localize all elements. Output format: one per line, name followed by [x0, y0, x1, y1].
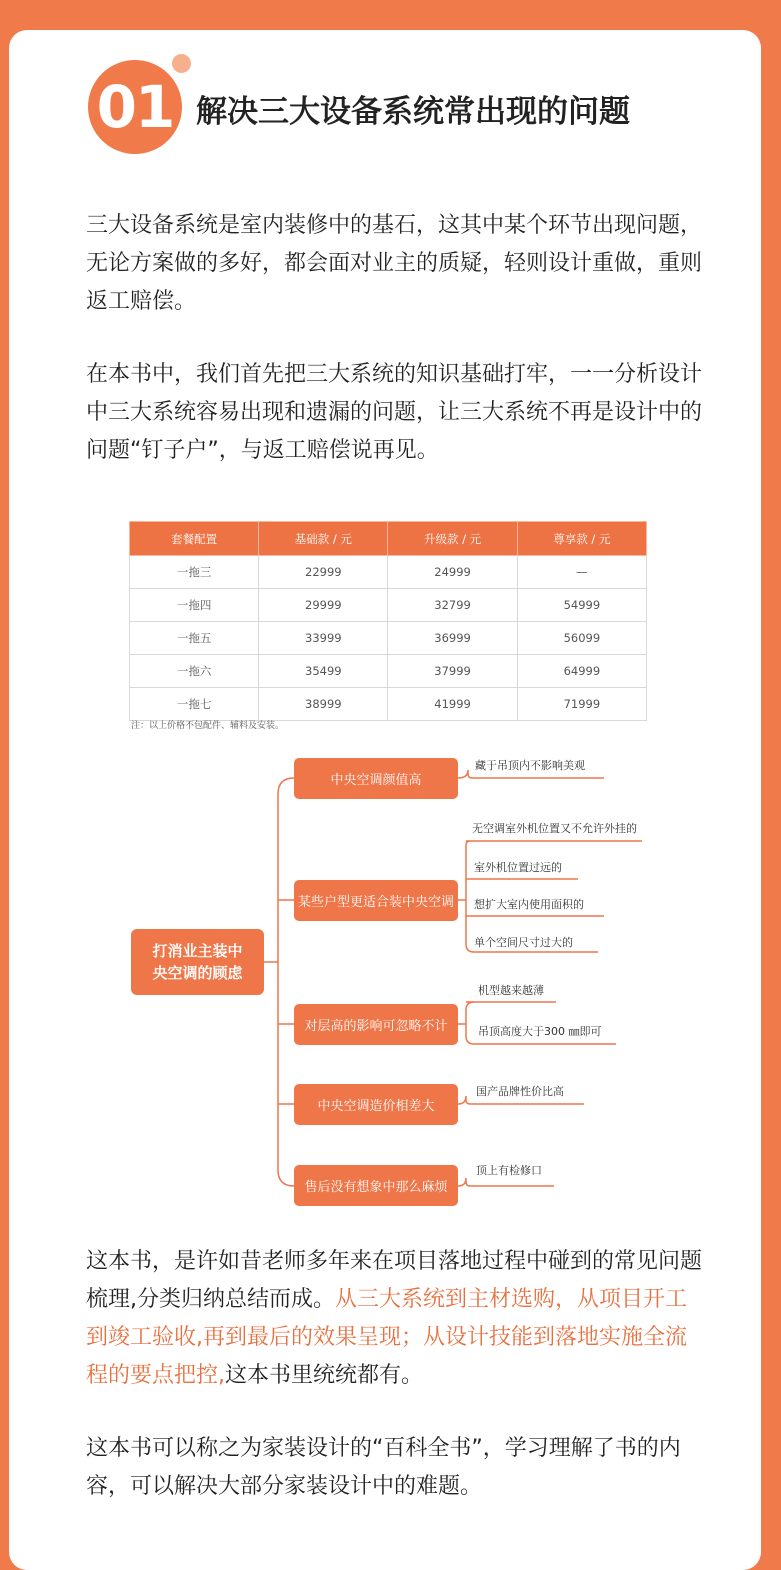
table-cell: 54999	[517, 589, 646, 622]
table-cell: 35499	[259, 655, 388, 688]
table-cell: 33999	[259, 622, 388, 655]
mindmap-branch-node: 对层高的影响可忽略不计	[294, 1004, 458, 1045]
outro-text: 这本书，是许如昔老师多年来在项目落地过程中碰到的常见问题梳理,分类归纳总结而成。	[86, 1249, 703, 1312]
mindmap-branch-node: 中央空调颜值高	[294, 758, 458, 799]
connector-trunk	[278, 778, 294, 1186]
table-cell: 一拖三	[130, 556, 259, 589]
intro-paragraph-1: 三大设备系统是室内装修中的基石，这其中某个环节出现问题，无论方案做的多好，都会面对业主的质疑，轻则设计重做，重则返工赔偿。	[86, 213, 703, 314]
section-number-badge: 01	[88, 60, 182, 154]
table-cell: 56099	[517, 622, 646, 655]
table-header-cell: 升级款 / 元	[388, 522, 517, 556]
table-cell: 一拖五	[130, 622, 259, 655]
mindmap-leaf: 室外机位置过远的	[474, 861, 562, 874]
mindmap-leaf: 顶上有检修口	[476, 1164, 542, 1177]
mindmap-root-node: 打消业主装中 央空调的顾虑	[131, 929, 264, 995]
table-cell: 一拖六	[130, 655, 259, 688]
mindmap-leaf: 单个空间尺寸过大的	[474, 936, 573, 949]
table-cell: 29999	[259, 589, 388, 622]
table-cell: 24999	[388, 556, 517, 589]
table-cell: 38999	[259, 688, 388, 721]
table-cell: 41999	[388, 688, 517, 721]
connector-leaf	[458, 1178, 554, 1186]
table-cell: 22999	[259, 556, 388, 589]
mindmap-branch-node: 中央空调造价相差大	[294, 1084, 458, 1125]
table-header-cell: 尊享款 / 元	[517, 522, 646, 556]
table-cell: 一拖四	[130, 589, 259, 622]
table-cell: 一拖七	[130, 688, 259, 721]
table-cell: 37999	[388, 655, 517, 688]
table-cell: —	[517, 556, 646, 589]
table-cell: 32799	[388, 589, 517, 622]
mindmap-leaf: 无空调室外机位置又不允许外挂的	[472, 822, 637, 835]
mindmap-branch-node: 某些户型更适合装中央空调	[294, 880, 458, 921]
mindmap-leaf: 想扩大室内使用面积的	[474, 898, 584, 911]
table-note: 注：以上价格不包配件、辅料及安装。	[131, 721, 285, 731]
table-header-cell: 基础款 / 元	[259, 522, 388, 556]
section-title: 解决三大设备系统常出现的问题	[196, 94, 630, 130]
mindmap-leaf: 机型越来越薄	[478, 984, 544, 997]
table-cell: 71999	[517, 688, 646, 721]
outro-paragraph-2: 这本书可以称之为家装设计的“百科全书”，学习理解了书的内容，可以解决大部分家装设计中的难题。	[86, 1436, 681, 1499]
mindmap-branch-node: 售后没有想象中那么麻烦	[294, 1165, 458, 1206]
table-cell: 64999	[517, 655, 646, 688]
table-cell: 36999	[388, 622, 517, 655]
intro-paragraph-2: 在本书中，我们首先把三大系统的知识基础打牢，一一分析设计中三大系统容易出现和遗漏的问题，让三大系统不再是设计中的问题“钉子户”，与返工赔偿说再见。	[86, 362, 703, 463]
mindmap-leaf: 吊顶高度大于300 ㎜即可	[478, 1025, 602, 1038]
table-header-cell: 套餐配置	[130, 522, 259, 556]
outro-highlight: 从三大系统到主材选购，从项目开工到竣工验收,再到最后的效果呈现；从设计技能到落地实施全流程的要点把控,	[86, 1287, 688, 1388]
mindmap-leaf: 国产品牌性价比高	[476, 1085, 564, 1098]
mindmap-leaf: 藏于吊顶内不影响美观	[475, 759, 585, 772]
outro-paragraph-1	[86, 1243, 706, 1395]
outro-text: 这本书里统统都有。	[225, 1363, 424, 1388]
